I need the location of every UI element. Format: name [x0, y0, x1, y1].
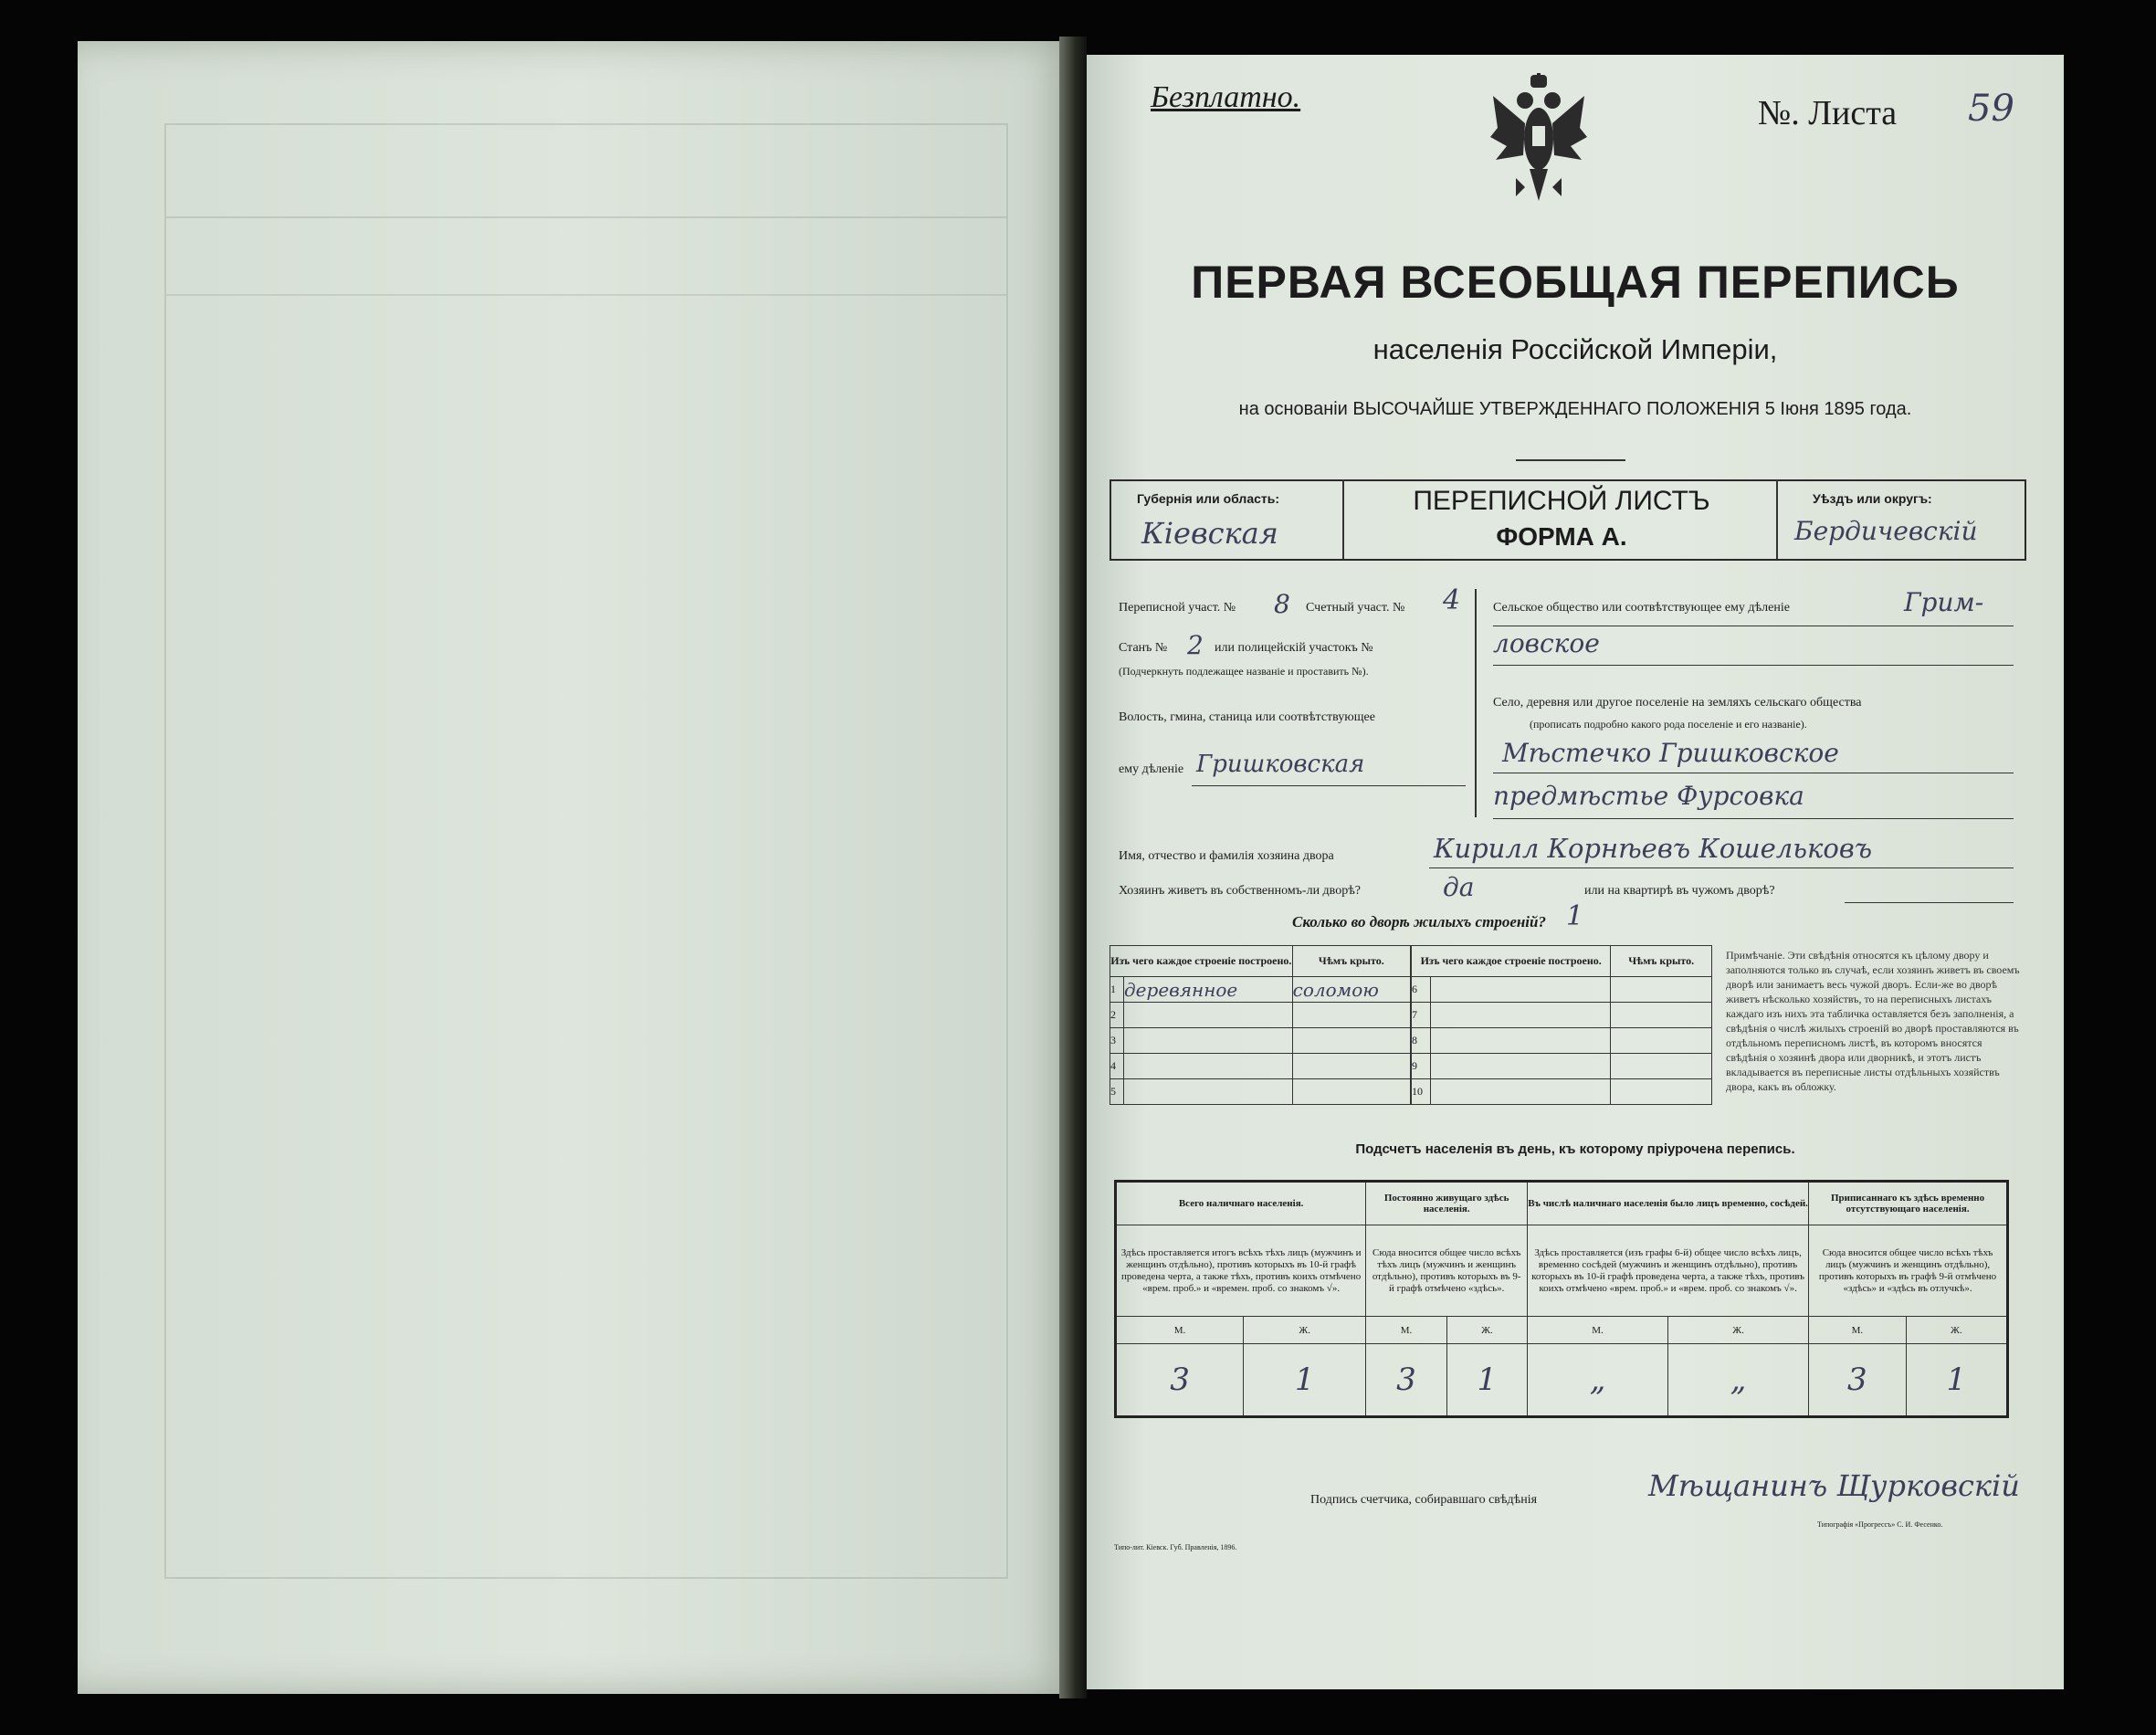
roof-cell: соломою: [1292, 977, 1410, 1003]
count-value: „: [1528, 1344, 1668, 1417]
male-col-label: М.: [1116, 1317, 1244, 1344]
group-head-temporary: Въ числѣ наличнаго населенія было лицъ временно, сосѣдей.: [1528, 1198, 1808, 1209]
col-roof-header: Чѣмъ крыто.: [1628, 954, 1695, 967]
selo-label: Село, деревня или другое поселеніе на земляхъ сельскаго общества: [1493, 696, 1862, 710]
row-number: 2: [1110, 1003, 1124, 1028]
buildings-table-left: [1110, 945, 1411, 1105]
group-head-absent: Приписаннаго къ здѣсь временно отсутствующаго населенія.: [1830, 1193, 1985, 1214]
female-col-label: Ж.: [1244, 1317, 1366, 1344]
owner-label: Имя, отчество и фамилія хозяина двора: [1119, 849, 1334, 863]
left-page: [78, 41, 1073, 1694]
form-sheet-title: ПЕРЕПИСНОЙ ЛИСТЪ: [1413, 486, 1710, 516]
count-value: 1: [1906, 1344, 2007, 1417]
roof-cell: [1611, 977, 1712, 1003]
material-cell: [1124, 1079, 1293, 1105]
roof-cell: [1611, 1079, 1712, 1105]
female-col-label: Ж.: [1906, 1317, 2007, 1344]
col-material-header: Изъ чего каждое строеніе построено.: [1110, 954, 1292, 967]
male-col-label: М.: [1528, 1317, 1668, 1344]
group-desc-absent: Сюда вносится общее число всѣхъ тѣхъ лицъ (мужчинъ и женщинъ отдѣльно), противъ которыхъ въ графѣ 9-й отмѣчено «здѣсь» и «здѣсь въ отлучкѣ».: [1818, 1246, 1997, 1294]
selo-note: (прописать подробно какого рода поселеніе и его названіе).: [1530, 718, 1807, 731]
perepis-uchastok-value: 8: [1274, 589, 1290, 619]
sheet-number-value: 59: [1968, 88, 2014, 130]
printer-imprint-left: Типо-лит. Кіевск. Губ. Правленія, 1896.: [1114, 1543, 1237, 1551]
row-number: 3: [1110, 1028, 1124, 1054]
material-cell: [1431, 977, 1611, 1003]
uezd-label: Уѣздъ или округъ:: [1813, 491, 1932, 506]
group-head-total: Всего наличнаго населенія.: [1178, 1198, 1304, 1209]
guberniya-value: Кіевская: [1141, 516, 1278, 551]
row-number: 4: [1110, 1054, 1124, 1079]
volost-value: Гришковская: [1196, 751, 1365, 778]
selo-value-2: предмѣстье Фурсовка: [1493, 781, 1804, 811]
roof-cell: [1611, 1003, 1712, 1028]
buildings-label: Сколько во дворѣ жилыхъ строеній?: [1292, 913, 1546, 931]
book-spine: [1059, 37, 1087, 1698]
group-desc-temporary: Здѣсь проставляется (изъ графы 6-й) общее число всѣхъ лицъ, временно сосѣдей (мужчинъ и женщинъ отдѣльно), противъ которыхъ въ 10-й графѣ проведена черта, а также тѣхъ, противъ коихъ отмѣчено «врем. проб.» и «врем. проб. со знакомъ √».: [1531, 1246, 1805, 1294]
count-value: 3: [1809, 1344, 1907, 1417]
printer-imprint-right: Типографія «Прогрессъ» С. И. Фесенко.: [1817, 1520, 1943, 1529]
stan-value: 2: [1187, 630, 1204, 660]
ornament-divider: [1516, 459, 1625, 461]
row-number: 10: [1412, 1079, 1431, 1105]
row-number: 6: [1412, 977, 1431, 1003]
roof-cell: [1292, 1003, 1410, 1028]
census-form-page: [1087, 55, 2064, 1689]
selo-value-1: Мѣстечко Гришковское: [1502, 738, 1839, 768]
material-cell: [1431, 1028, 1611, 1054]
obshchestvo-value-2: ловское: [1493, 628, 1600, 658]
count-value: 3: [1366, 1344, 1446, 1417]
owner-value: Кирилл Корнѣевъ Кошельковъ: [1434, 833, 1873, 864]
male-col-label: М.: [1809, 1317, 1907, 1344]
material-cell: [1431, 1003, 1611, 1028]
female-col-label: Ж.: [1668, 1317, 1809, 1344]
material-cell: [1124, 1003, 1293, 1028]
male-col-label: М.: [1366, 1317, 1446, 1344]
counter-signature: Мѣщанинъ Щурковскій: [1648, 1468, 2020, 1503]
stan-label: Станъ №: [1119, 641, 1168, 655]
roof-cell: [1292, 1028, 1410, 1054]
roof-cell: [1611, 1028, 1712, 1054]
material-cell: [1431, 1079, 1611, 1105]
buildings-remark: Примѣчаніе. Эти свѣдѣнія относятся къ цѣлому двору и заполняются только въ случаѣ, если хозяинъ живетъ въ своемъ дворѣ или занимаетъ весь чужой дворъ. Если-же во дворѣ живетъ нѣсколько хозяйствъ, то на переписныхъ листахъ каждаго изъ нихъ эта табличка оставляется безъ заполненія, а свѣдѣнія о числѣ жилыхъ строеній во дворѣ проставляются въ отдѣльномъ переписномъ листѣ, въ которомъ вносятся свѣдѣнія о хозяинѣ двора или дворникѣ, и этотъ листъ вкладывается въ переписные листы отдѣльныхъ хозяйствъ двора, какъ въ обложку.: [1726, 949, 2020, 1093]
volost-label: Волость, гмина, станица или соотвѣтствующее: [1119, 710, 1375, 724]
imperial-eagle-emblem: [1488, 73, 1589, 210]
obshchestvo-value-1: Грим-: [1904, 587, 1984, 617]
row-number: 8: [1412, 1028, 1431, 1054]
group-desc-permanent: Сюда вносится общее число всѣхъ тѣхъ лицъ (мужчинъ и женщинъ отдѣльно), противъ которыхъ въ 9-й графѣ отмѣчено «здѣсь».: [1372, 1246, 1521, 1294]
buildings-value: 1: [1566, 900, 1584, 932]
rent-label: или на квартирѣ въ чужомъ дворѣ?: [1584, 884, 1775, 898]
own-yard-label: Хозяинъ живетъ въ собственномъ-ли дворѣ?: [1119, 884, 1362, 898]
group-head-permanent: Постоянно живущаго здѣсь населенія.: [1383, 1193, 1509, 1214]
row-number: 5: [1110, 1079, 1124, 1105]
volost-label-2: ему дѣленіе: [1119, 762, 1184, 776]
count-value: 3: [1116, 1344, 1244, 1417]
count-value: 1: [1244, 1344, 1366, 1417]
own-yard-value: да: [1443, 872, 1475, 902]
census-subtitle: населенія Россійской Имперіи,: [1372, 333, 1778, 365]
row-number: 1: [1110, 977, 1124, 1003]
politsia-label: или полицейскій участокъ №: [1215, 641, 1373, 655]
population-count-table: [1114, 1180, 2009, 1418]
count-value: 1: [1446, 1344, 1527, 1417]
col-material-header: Изъ чего каждое строеніе построено.: [1420, 954, 1602, 967]
material-cell: [1124, 1028, 1293, 1054]
perepis-uchastok-label: Переписной участ. №: [1119, 601, 1236, 615]
census-title: ПЕРВАЯ ВСЕОБЩАЯ ПЕРЕПИСЬ: [1191, 257, 1960, 308]
material-cell: деревянное: [1124, 977, 1293, 1003]
col-roof-header: Чѣмъ крыто.: [1318, 954, 1384, 967]
count-value: „: [1668, 1344, 1809, 1417]
schetny-uchastok-value: 4: [1443, 584, 1461, 616]
guberniya-label: Губернія или область:: [1137, 491, 1280, 506]
row-number: 9: [1412, 1054, 1431, 1079]
obshchestvo-label: Сельское общество или соотвѣтствующее ему дѣленіе: [1493, 601, 1790, 615]
material-cell: [1431, 1054, 1611, 1079]
uezd-value: Бердичевскій: [1794, 516, 1978, 546]
left-page-show-through-grid: [164, 123, 1008, 1579]
roof-cell: [1292, 1054, 1410, 1079]
count-title: Подсчетъ населенія въ день, къ которому пріурочена перепись.: [1355, 1141, 1795, 1157]
material-cell: [1124, 1054, 1293, 1079]
form-type: ФОРМА А.: [1496, 522, 1627, 551]
row-number: 7: [1412, 1003, 1431, 1028]
roof-cell: [1292, 1079, 1410, 1105]
schetny-uchastok-label: Счетный участ. №: [1306, 601, 1405, 615]
census-legal-basis: на основаніи ВЫСОЧАЙШЕ УТВЕРЖДЕННАГО ПОЛОЖЕНІЯ 5 Іюня 1895 года.: [1238, 399, 1912, 419]
free-label: Безплатно.: [1151, 80, 1301, 114]
female-col-label: Ж.: [1446, 1317, 1527, 1344]
roof-cell: [1611, 1054, 1712, 1079]
sheet-number-label: №. Листа: [1758, 94, 1898, 132]
signature-label: Подпись счетчика, собиравшаго свѣдѣнія: [1310, 1493, 1538, 1507]
stan-note: (Подчеркнуть подлежащее названіе и проставить №).: [1119, 665, 1369, 678]
group-desc-total: Здѣсь проставляется итогъ всѣхъ тѣхъ лицъ (мужчинъ и женщинъ отдѣльно), противъ которыхъ въ 10-й графѣ проведена черта, а также тѣхъ, противъ коихъ отмѣчено «врем. проб.» и «времен. проб. со знакомъ √».: [1120, 1246, 1362, 1294]
buildings-table-right: [1411, 945, 1712, 1105]
